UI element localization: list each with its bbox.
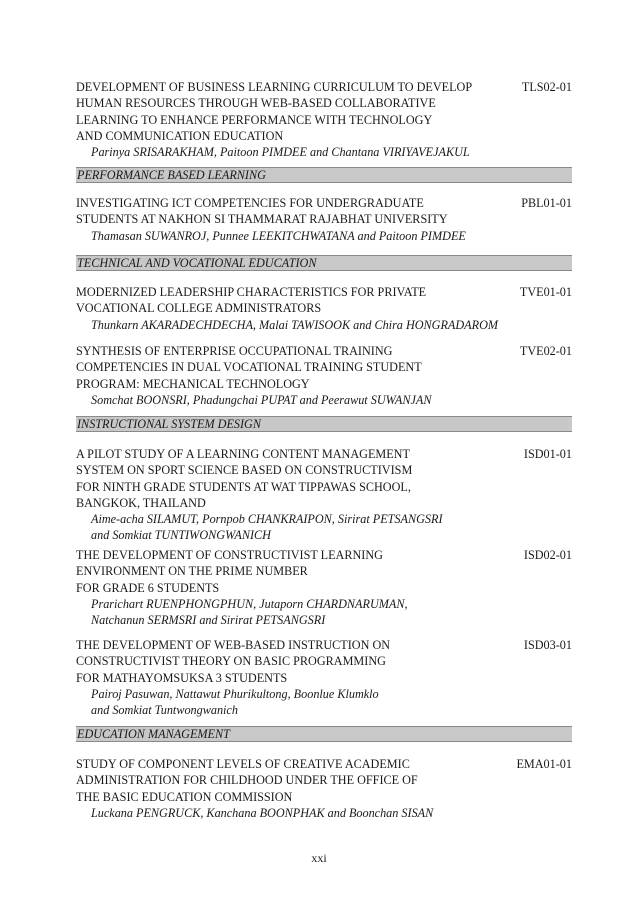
entry-code: ISD03-01 — [523, 638, 572, 652]
entry-title: MODERNIZED LEADERSHIP CHARACTERISTICS FOR PRIVATE VOCATIONAL COLLEGE ADMINISTRATORS — [76, 285, 427, 316]
entry-code: TVE01-01 — [519, 285, 572, 299]
entry-authors: Thunkarn AKARADECHDECHA, Malai TAWISOOK and Chira HONGRADAROM — [91, 317, 499, 332]
entry-authors: Prarichart RUENPHONGPHUN, Jutaporn CHARDNARUMAN, Natchanun SERMSRI and Sirirat PETSANGSRI — [91, 596, 408, 628]
toc-entry-isd03-01 — [76, 637, 572, 718]
entry-title: THE DEVELOPMENT OF WEB-BASED INSTRUCTION ON CONSTRUCTIVIST THEORY ON BASIC PROGRAMMING FOR MATHAYOMSUKSA 3 STUDENTS — [76, 638, 391, 685]
entry-code: PBL01-01 — [521, 196, 572, 210]
entry-code: TLS02-01 — [521, 80, 572, 94]
page-number: xxi — [311, 851, 327, 865]
section-title: EDUCATION MANAGEMENT — [77, 727, 230, 741]
toc-entry-ema01-01 — [76, 756, 572, 821]
entry-authors: Aime-acha SILAMUT, Pornpob CHANKRAIPON, Sirirat PETSANGSRI and Somkiat TUNTIWONGWANICH — [91, 512, 443, 543]
toc-entry-tve01-01 — [76, 284, 572, 333]
toc-entry-tve02-01 — [76, 343, 572, 408]
toc-entry-isd01-01 — [76, 446, 572, 544]
toc-entry-pbl01-01 — [76, 195, 572, 244]
section-title: INSTRUCTIONAL SYSTEM DESIGN — [77, 417, 261, 431]
entry-authors: Parinya SRISARAKHAM, Paitoon PIMDEE and Chantana VIRIYAVEJAKUL — [91, 145, 470, 160]
entry-code: ISD01-01 — [523, 447, 572, 461]
entry-authors: Pairoj Pasuwan, Nattawut Phurikultong, Boonlue Klumklo and Somkiat Tuntwongwanich — [91, 686, 379, 718]
entry-title: STUDY OF COMPONENT LEVELS OF CREATIVE ACADEMIC ADMINISTRATION FOR CHILDHOOD UNDER THE OFFICE OF THE BASIC EDUCATION COMMISSION — [76, 757, 418, 804]
toc-entry-tls02-01 — [76, 79, 572, 160]
entry-title: THE DEVELOPMENT OF CONSTRUCTIVIST LEARNING ENVIRONMENT ON THE PRIME NUMBER FOR GRADE 6 STUDENTS — [76, 548, 383, 595]
entry-authors: Somchat BOONSRI, Phadungchai PUPAT and Peerawut SUWANJAN — [91, 392, 432, 407]
entry-title: A PILOT STUDY OF A LEARNING CONTENT MANAGEMENT SYSTEM ON SPORT SCIENCE BASED ON CONSTRUCTIVISM FOR NINTH GRADE STUDENTS AT WAT TIPPAWAS SCHOOL, BANGKOK, THAILAND — [76, 447, 413, 510]
entry-title: SYNTHESIS OF ENTERPRISE OCCUPATIONAL TRAINING COMPETENCIES IN DUAL VOCATIONAL TRAINING STUDENT PROGRAM: MECHANICAL TECHNOLOGY — [76, 344, 422, 391]
entry-title: DEVELOPMENT OF BUSINESS LEARNING CURRICULUM TO DEVELOP HUMAN RESOURCES THROUGH WEB-BASED COLLABORATIVE LEARNING TO ENHANCE PERFORMANCE WITH TECHNOLOGY AND COMMUNICATION EDUCATION — [76, 80, 473, 143]
entry-code: TVE02-01 — [519, 344, 572, 358]
section-header-instructional-system-design — [76, 416, 572, 432]
entry-authors: Luckana PENGRUCK, Kanchana BOONPHAK and Boonchan SISAN — [91, 805, 434, 820]
toc-entry-isd02-01 — [76, 547, 572, 628]
entry-authors: Thamasan SUWANROJ, Punnee LEEKITCHWATANA and Paitoon PIMDEE — [91, 228, 466, 243]
section-header-performance-based-learning — [76, 167, 572, 183]
entry-code: ISD02-01 — [523, 548, 572, 562]
entry-code: EMA01-01 — [516, 757, 572, 771]
entry-title: INVESTIGATING ICT COMPETENCIES FOR UNDERGRADUATE STUDENTS AT NAKHON SI THAMMARAT RAJABHAT UNIVERSITY — [76, 196, 448, 227]
section-title: PERFORMANCE BASED LEARNING — [77, 168, 266, 182]
section-header-education-management — [76, 726, 572, 742]
section-header-technical-vocational-education — [76, 255, 572, 271]
section-title: TECHNICAL AND VOCATIONAL EDUCATION — [77, 256, 317, 270]
